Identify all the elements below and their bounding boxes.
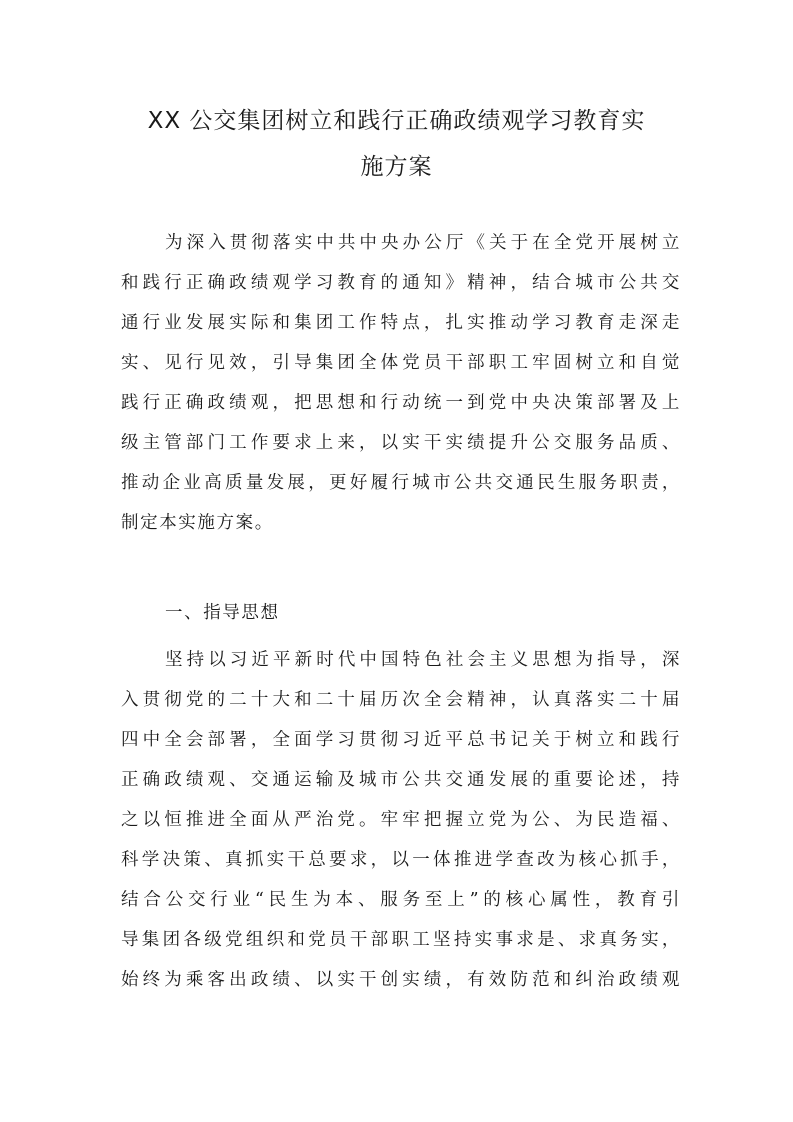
page-title	[100, 98, 693, 190]
paragraph-line: 结合公交行业“民生为本、服务至上”的核心属性，教育引	[121, 890, 681, 910]
paragraph-line: 之以恒推进全面从严治党。牢牢把握立党为公、为民造福、	[121, 810, 681, 830]
title-line-2: 施方案	[360, 154, 433, 180]
title-line-1: XX 公交集团树立和践行正确政绩观学习教育实	[147, 108, 646, 134]
paragraph-line: 坚持以习近平新时代中国特色社会主义思想为指导，深	[165, 650, 681, 670]
paragraph-line: 正确政绩观、交通运输及城市公共交通发展的重要论述，持	[121, 770, 681, 790]
section-heading: 一、指导思想	[165, 603, 280, 623]
paragraph-line: 导集团各级党组织和党员干部职工坚持实事求是、求真务实，	[121, 930, 681, 950]
paragraph-line: 级主管部门工作要求上来，以实干实绩提升公交服务品质、	[121, 433, 681, 453]
paragraph-line: 和践行正确政绩观学习教育的通知》精神，结合城市公共交	[121, 273, 681, 293]
paragraph-line: 践行正确政绩观，把思想和行动统一到党中央决策部署及上	[121, 393, 681, 413]
paragraph-line: 入贯彻党的二十大和二十届历次全会精神，认真落实二十届	[121, 690, 681, 710]
paragraph-line: 推动企业高质量发展，更好履行城市公共交通民生服务职责，	[121, 473, 681, 493]
paragraph-line: 为深入贯彻落实中共中央办公厅《关于在全党开展树立	[165, 233, 681, 253]
paragraph-line: 通行业发展实际和集团工作特点，扎实推动学习教育走深走	[121, 313, 681, 333]
paragraph-line: 四中全会部署，全面学习贯彻习近平总书记关于树立和践行	[121, 730, 681, 750]
paragraph-line: 实、见行见效，引导集团全体党员干部职工牢固树立和自觉	[121, 353, 681, 373]
paragraph-line: 始终为乘客出政绩、以实干创实绩，有效防范和纠治政绩观	[121, 970, 681, 990]
paragraph-line: 制定本实施方案。	[121, 513, 274, 533]
paragraph-line: 科学决策、真抓实干总要求，以一体推进学查改为核心抓手，	[121, 850, 681, 870]
